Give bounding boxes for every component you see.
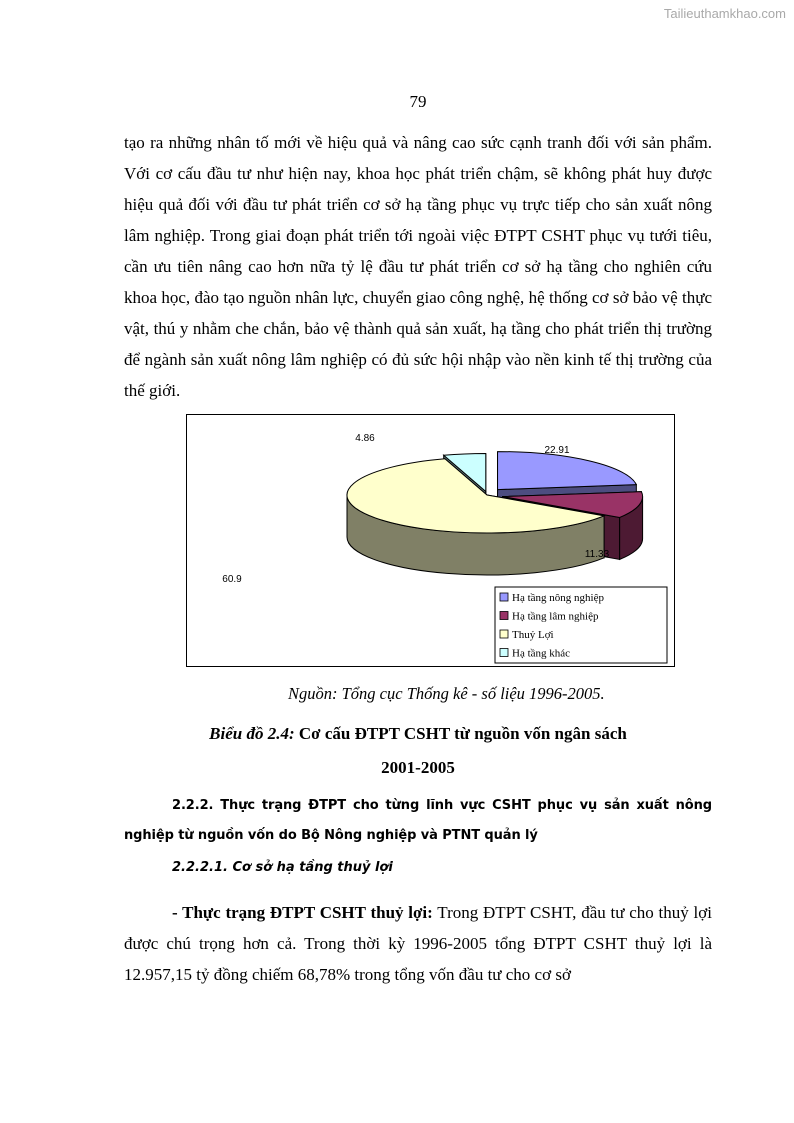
legend-label-1: Hạ tầng lâm nghiệp [512, 610, 599, 623]
legend-label-3: Hạ tầng khác [512, 647, 571, 660]
legend-item-0 [500, 592, 604, 604]
data-label-0: 22.91 [544, 445, 570, 456]
legend-swatch-1 [500, 612, 508, 620]
pie-chart-svg [187, 415, 673, 665]
page-number: 79 [409, 92, 427, 111]
caption-title: Cơ cấu ĐTPT CSHT từ nguồn vốn ngân sách [294, 724, 627, 743]
chart-caption [124, 724, 712, 744]
legend-swatch-3 [500, 649, 508, 657]
chart-source-note: Nguồn: Tổng cục Thống kê - số liệu 1996-2005. [288, 684, 605, 703]
paragraph-lead: - Thực trạng ĐTPT CSHT thuỷ lợi: [172, 903, 433, 922]
legend-swatch-2 [500, 630, 508, 638]
legend-item-1 [500, 611, 599, 623]
intro-paragraph [124, 127, 712, 406]
chart-caption-years: 2001-2005 [381, 758, 455, 777]
legend-label-0: Hạ tầng nông nghiệp [512, 592, 604, 604]
legend-swatch-0 [500, 593, 508, 601]
section-heading [124, 791, 712, 851]
data-label-2: 60.9 [222, 574, 242, 585]
caption-prefix: Biểu đồ 2.4: [209, 724, 295, 743]
paragraph-text: Trong ĐTPT CSHT, đầu tư cho thuỷ lợi được chú trọng hơn cả. Trong thời kỳ 1996-2005 tổng ĐTPT CSHT thuỷ lợi là 12.957,15 tỷ đồng chiếm 68,78% trong tổng vốn đầu tư cho cơ sở [124, 903, 712, 984]
legend-label-2: Thuỷ Lợi [512, 629, 554, 641]
intro-paragraph-text: tạo ra những nhân tố mới về hiệu quả và nâng cao sức cạnh tranh đối với sản phẩm. Với cơ cấu đầu tư như hiện nay, khoa học phát triển chậm, sẽ không phát huy được hiệu quả đối với đầu tư phát triển cơ sở hạ tầng phục vụ trực tiếp cho sản xuất nông lâm nghiệp. Trong giai đoạn phát triển tới ngoài việc ĐTPT CSHT phục vụ tưới tiêu, cần ưu tiên nâng cao hơn nữa tỷ lệ đầu tư phát triển cơ sở hạ tầng cho nghiên cứu khoa học, đào tạo nguồn nhân lực, chuyển giao công nghệ, hệ thống cơ sở bảo vệ thực vật, thú y nhằm che chắn, bảo vệ thành quả sản xuất, hạ tầng cho phát triển thị trường để ngành sản xuất nông lâm nghiệp có đủ sức hội nhập vào nền kinh tế thị trường của thế giới. [124, 133, 712, 400]
subsection-heading: 2.2.2.1. Cơ sở hạ tầng thuỷ lợi [172, 860, 393, 875]
data-label-3: 4.86 [355, 433, 375, 444]
paragraph-thuy-loi [124, 897, 712, 990]
section-heading-text: 2.2.2. Thực trạng ĐTPT cho từng lĩnh vực CSHT phục vụ sản xuất nông nghiệp từ nguồn vốn do Bộ Nông nghiệp và PTNT quản lý [124, 798, 712, 843]
data-label-1: 11.33 [584, 549, 610, 560]
chart-legend [495, 587, 667, 663]
pie-chart [186, 414, 675, 667]
watermark: Tailieuthamkhao.com [663, 6, 786, 21]
